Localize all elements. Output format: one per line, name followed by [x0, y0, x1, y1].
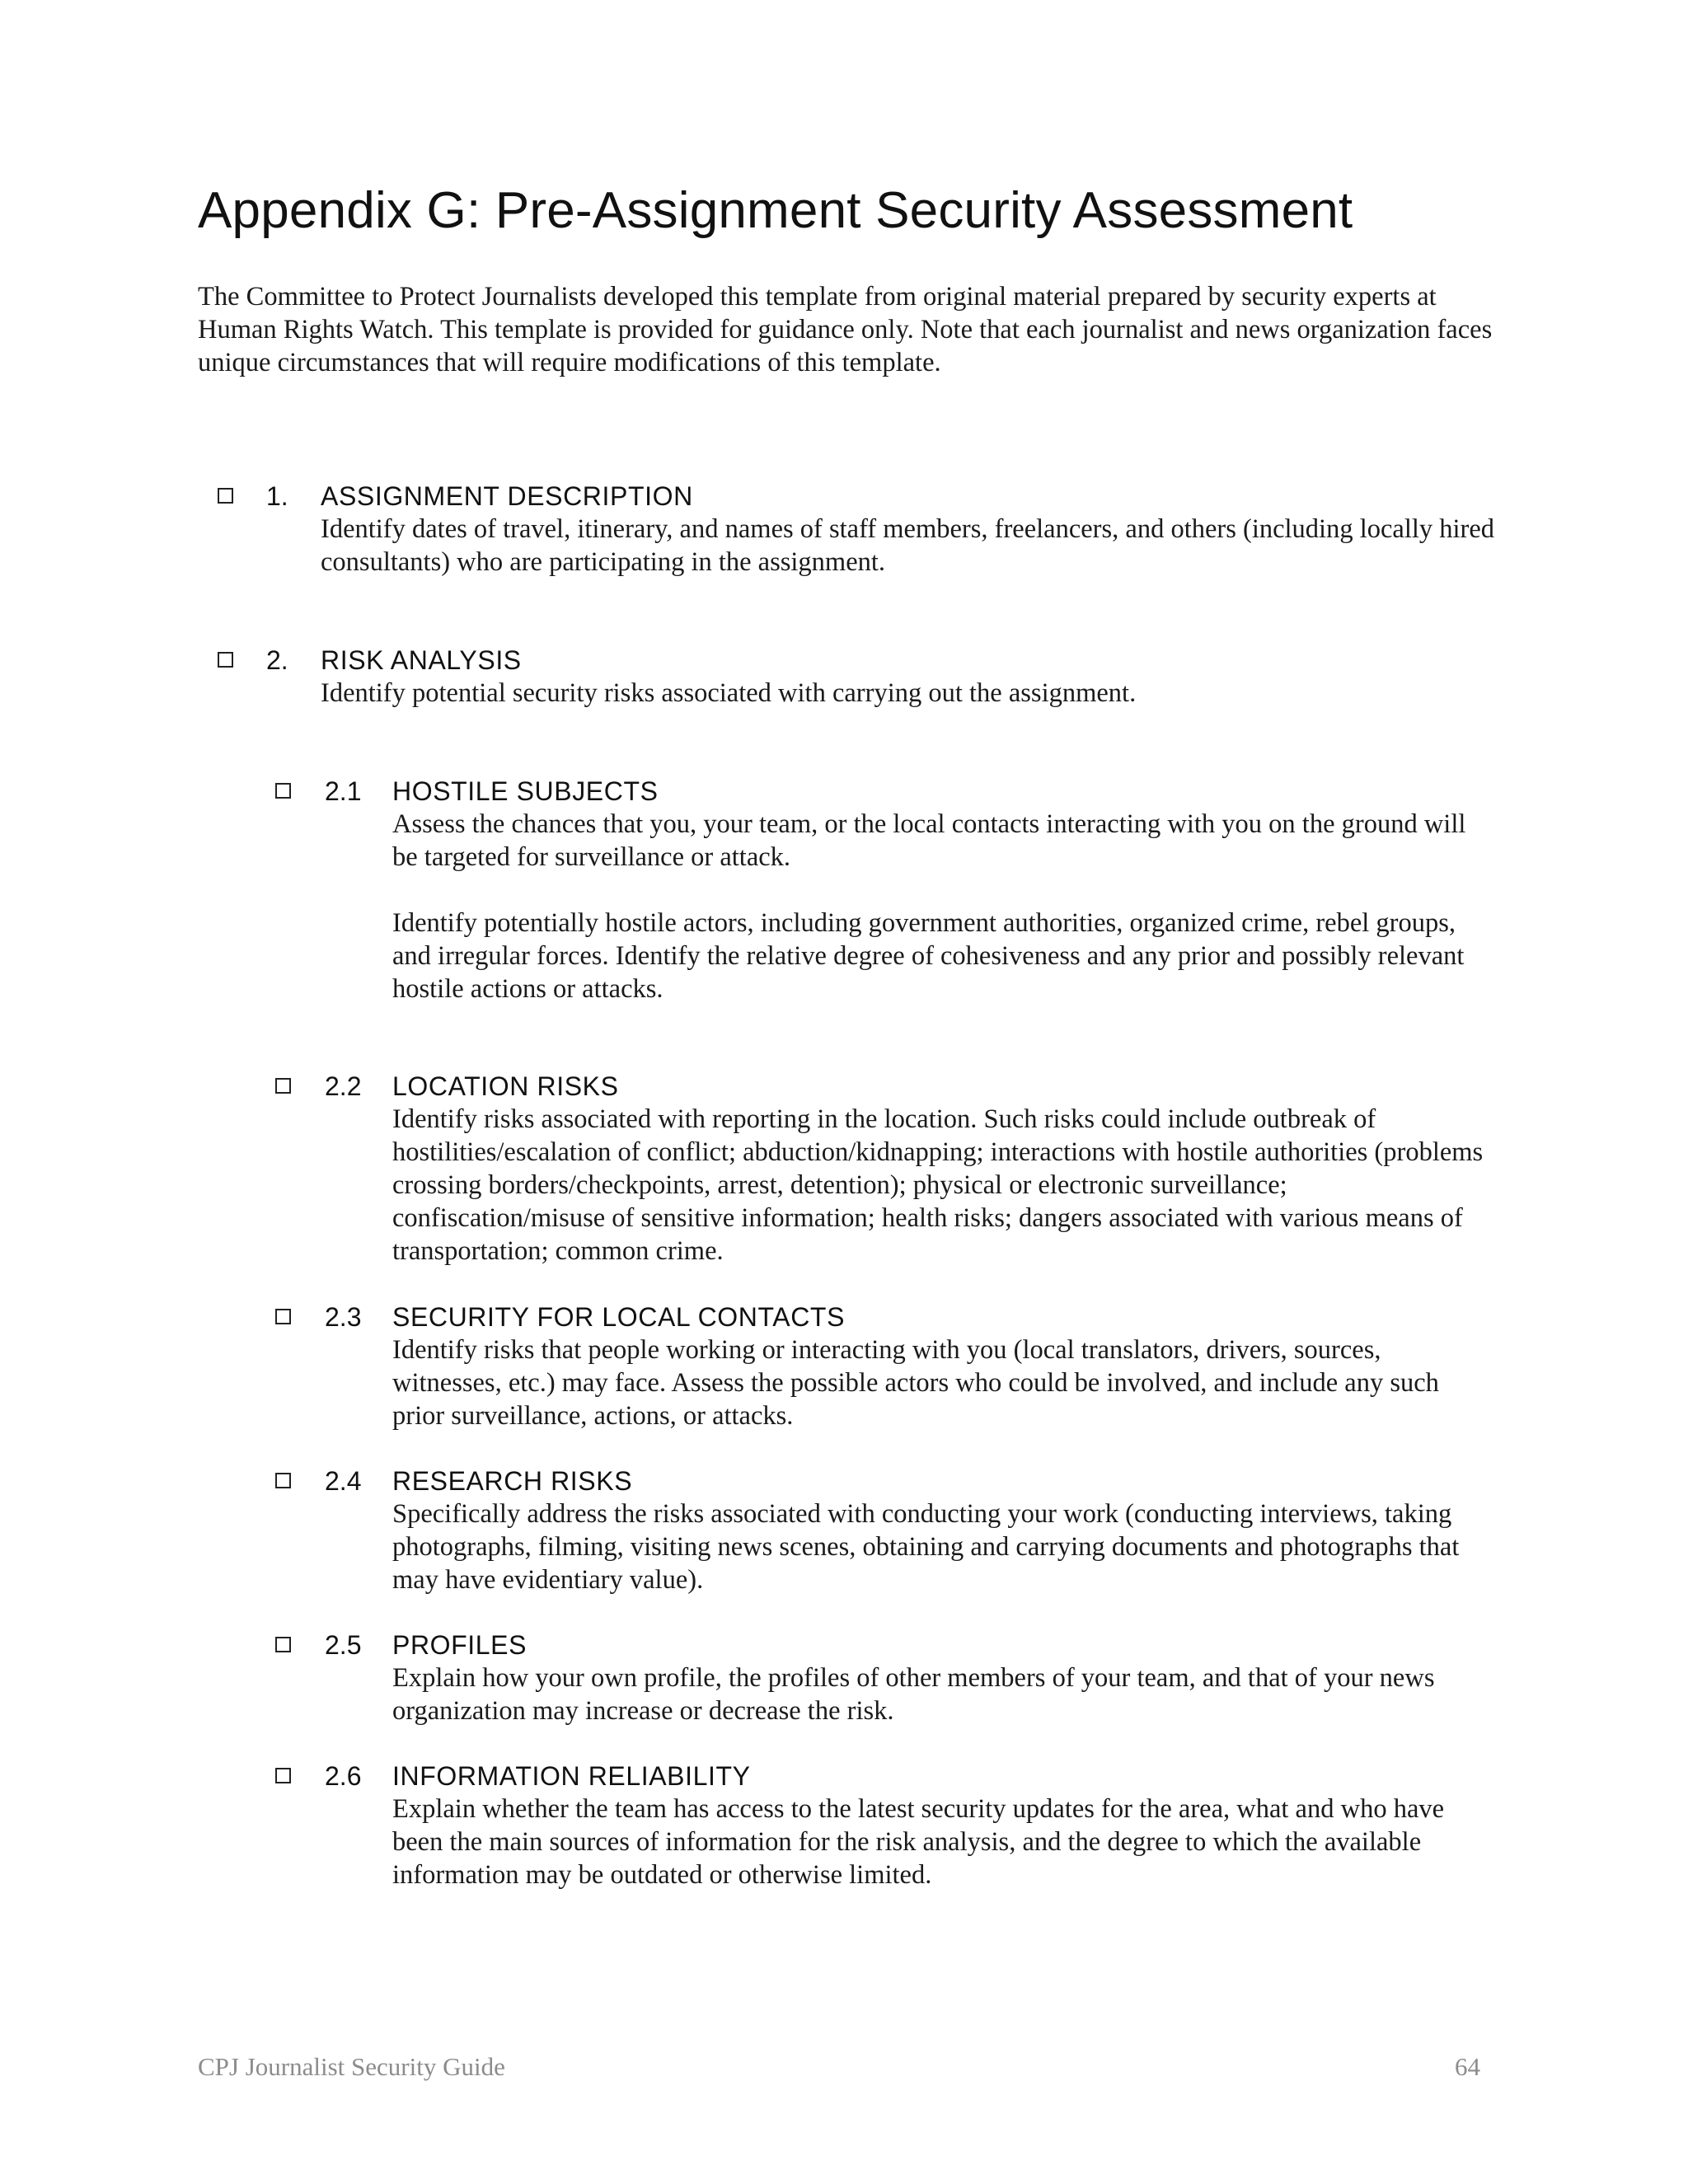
item-number: 2.4 [325, 1466, 362, 1496]
item-number: 2.6 [325, 1761, 362, 1791]
item-number: 2.1 [325, 776, 362, 806]
intro-paragraph: The Committee to Protect Journalists developed this template from original material prepared by security experts at Human Rights Watch. This template is provided for guidance only. Note that each journalist and news organization faces unique circumstances that will require modifications of this template. [198, 282, 1493, 377]
checkbox[interactable] [275, 1768, 291, 1783]
item-paragraph: Identify potential security risks associated with carrying out the assignment. [321, 678, 1137, 708]
item-heading: RISK ANALYSIS [321, 645, 522, 675]
item-number: 2.2 [325, 1071, 362, 1101]
footer-publication: CPJ Journalist Security Guide [198, 2052, 505, 2081]
item-description [392, 1103, 1489, 1268]
item-heading: HOSTILE SUBJECTS [392, 776, 659, 806]
item-description [392, 1661, 1489, 1727]
item-description [392, 1333, 1489, 1432]
checkbox[interactable] [275, 1078, 291, 1094]
item-heading: INFORMATION RELIABILITY [392, 1761, 751, 1791]
checkbox[interactable] [275, 1473, 291, 1488]
item-heading: RESEARCH RISKS [392, 1466, 633, 1496]
item-number: 2. [266, 645, 288, 675]
item-paragraph: Identify risks associated with reporting in the location. Such risks could include outbreak of hostilities/escalation of conflict; abduction/kidnapping; interactions with hostile authorities (problems crossing borders/checkpoints, arrest, detention); physical or electronic surveillance; confiscation/misuse of sensitive information; health risks; dangers associated with various means of transportation; common crime. [392, 1104, 1484, 1266]
page-title: Appendix G: Pre-Assignment Security Assessment [198, 182, 1353, 239]
item-paragraph: Identify dates of travel, itinerary, and names of staff members, freelancers, and others (including locally hired consultants) who are participating in the assignment. [321, 514, 1495, 577]
item-paragraph: Identify risks that people working or interacting with you (local translators, drivers, sources, witnesses, etc.) may face. Assess the possible actors who could be involved, and include any such prior surveillance, actions, or attacks. [392, 1335, 1439, 1431]
item-paragraph: Specifically address the risks associated with conducting your work (conducting interviews, taking photographs, filming, visiting news scenes, obtaining and carrying documents and photographs that may have evidentiary value). [392, 1499, 1460, 1595]
item-paragraph: Identify potentially hostile actors, including government authorities, organized crime, rebel groups, and irregular forces. Identify the relative degree of cohesiveness and any prior and possibly relevant hostile actions or attacks. [392, 908, 1465, 1004]
item-paragraph: Assess the chances that you, your team, or the local contacts interacting with you on the ground will be targeted for surveillance or attack. [392, 809, 1466, 872]
item-heading: PROFILES [392, 1630, 528, 1660]
footer-page-number: 64 [1455, 2052, 1480, 2081]
item-description [392, 1497, 1489, 1596]
item-heading: LOCATION RISKS [392, 1071, 619, 1101]
item-heading: SECURITY FOR LOCAL CONTACTS [392, 1302, 846, 1332]
item-number: 2.3 [325, 1302, 362, 1332]
item-paragraph: Explain how your own profile, the profiles of other members of your team, and that of your news organization may increase or decrease the risk. [392, 1663, 1435, 1726]
checkbox[interactable] [275, 1637, 291, 1652]
item-paragraph: Explain whether the team has access to the latest security updates for the area, what and who have been the main sources of information for the risk analysis, and the degree to which the available information may be outdated or otherwise limited. [392, 1794, 1445, 1890]
item-description [321, 677, 1499, 710]
checkbox[interactable] [275, 783, 291, 799]
item-description [392, 808, 1489, 1005]
checkbox[interactable] [275, 1309, 291, 1324]
item-number: 1. [266, 481, 288, 511]
item-description [392, 1793, 1489, 1891]
item-number: 2.5 [325, 1630, 362, 1660]
checkbox[interactable] [218, 488, 233, 504]
checkbox[interactable] [218, 652, 233, 668]
item-heading: ASSIGNMENT DESCRIPTION [321, 481, 693, 511]
item-description [321, 513, 1499, 579]
